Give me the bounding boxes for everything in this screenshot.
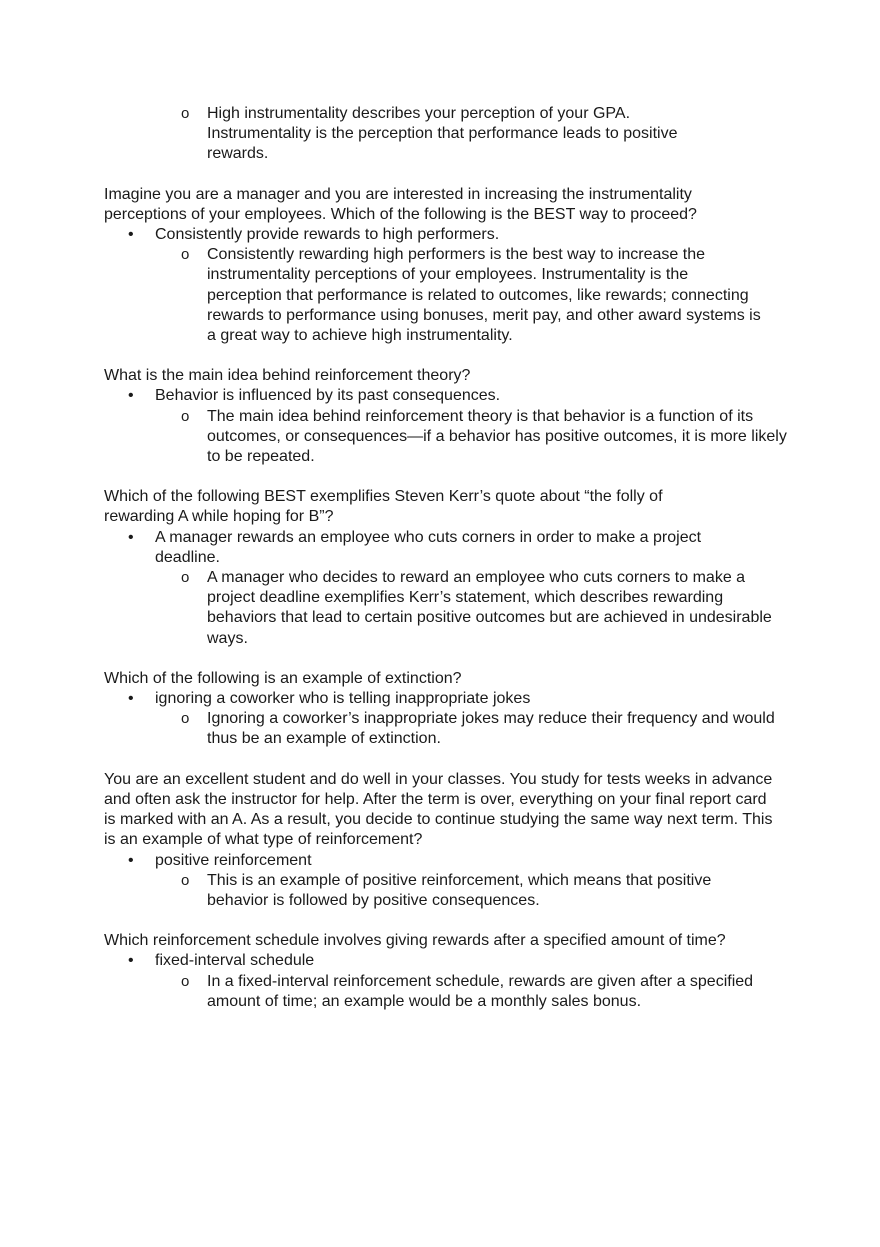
question-block	[104, 487, 794, 649]
sub-bullet-marker: o	[181, 246, 190, 264]
intro-explanation-item	[104, 104, 727, 165]
answer-text: Behavior is influenced by its past consequences.	[155, 387, 501, 405]
sub-bullet-marker: o	[181, 407, 190, 425]
explanation-item	[104, 972, 767, 1012]
explanation-text: Ignoring a coworker’s inappropriate jokes may reduce their frequency and would thus be an example of extinction.	[207, 710, 775, 748]
question-text: Imagine you are a manager and you are interested in increasing the instrumentality perceptions of your employees. Which of the following is the BEST way to proceed?	[104, 185, 697, 223]
answer-text: Consistently provide rewards to high performers.	[155, 226, 500, 244]
question-text: Which of the following BEST exemplifies Steven Kerr’s quote about “the folly of rewarding A while hoping for B”?	[104, 488, 663, 526]
question-block	[104, 669, 794, 750]
answer-item	[104, 225, 794, 245]
answer-item	[104, 851, 794, 871]
question-text: Which of the following is an example of extinction?	[104, 669, 462, 687]
explanation-text: A manager who decides to reward an employee who cuts corners to make a project deadline exemplifies Kerr’s statement, which describes rewarding behaviors that lead to certain positive outcomes but are achieved in undesirable ways.	[207, 569, 772, 647]
sub-bullet-marker: o	[181, 972, 190, 990]
bullet-marker: •	[128, 387, 134, 405]
explanation-item	[104, 407, 787, 468]
document-body	[104, 104, 794, 1012]
question-block	[104, 770, 794, 911]
question-block	[104, 366, 794, 467]
explanation-item	[104, 568, 787, 649]
explanation-text: The main idea behind reinforcement theory is that behavior is a function of its outcomes, or consequences—if a behavior has positive outcomes, it is more likely to be repeated.	[207, 407, 787, 466]
bullet-marker: •	[128, 690, 134, 708]
question-block	[104, 931, 794, 1012]
explanation-text: This is an example of positive reinforcement, which means that positive behavior is followed by positive consequences.	[207, 871, 712, 909]
bullet-marker: •	[128, 851, 134, 869]
sub-bullet-marker: o	[181, 105, 190, 122]
question-text: Which reinforcement schedule involves giving rewards after a specified amount of time?	[104, 932, 726, 950]
question-text: You are an excellent student and do well in your classes. You study for tests weeks in advance and often ask the instructor for help. After the term is over, everything on your final report card is marked with an A. As a result, you decide to continue studying the same way next term. This is an example of what type of reinforcement?	[104, 770, 773, 849]
question-text: What is the main idea behind reinforcement theory?	[104, 367, 471, 385]
explanation-text: Consistently rewarding high performers is the best way to increase the instrumentality perceptions of your employees. Instrumentality is the perception that performance is related to outcomes, like rewards; connecting rewards to performance using bonuses, merit pay, and other award systems is a great way to achieve high instrumentality.	[207, 246, 761, 345]
bullet-marker: •	[128, 226, 134, 244]
explanation-item	[104, 871, 767, 911]
explanation-text: In a fixed-interval reinforcement schedule, rewards are given after a specified amount of time; an example would be a monthly sales bonus.	[207, 972, 754, 1010]
bullet-marker: •	[128, 528, 134, 546]
sub-bullet-marker: o	[181, 710, 190, 728]
answer-text: A manager rewards an employee who cuts corners in order to make a project deadline.	[155, 528, 702, 566]
answer-item	[104, 951, 794, 971]
explanation-item	[104, 245, 767, 346]
question-block	[104, 185, 794, 347]
sub-bullet-marker: o	[181, 569, 190, 587]
sub-bullet-marker: o	[181, 871, 190, 889]
answer-text: ignoring a coworker who is telling inappropriate jokes	[155, 690, 531, 708]
bullet-marker: •	[128, 952, 134, 970]
answer-item	[104, 386, 794, 406]
explanation-item	[104, 709, 787, 749]
answer-text: fixed-interval schedule	[155, 952, 315, 970]
answer-item	[104, 689, 794, 709]
explanation-text: High instrumentality describes your perception of your GPA. Instrumentality is the perception that performance leads to positive rewards.	[207, 105, 678, 163]
answer-item	[104, 528, 715, 568]
answer-text: positive reinforcement	[155, 851, 312, 869]
